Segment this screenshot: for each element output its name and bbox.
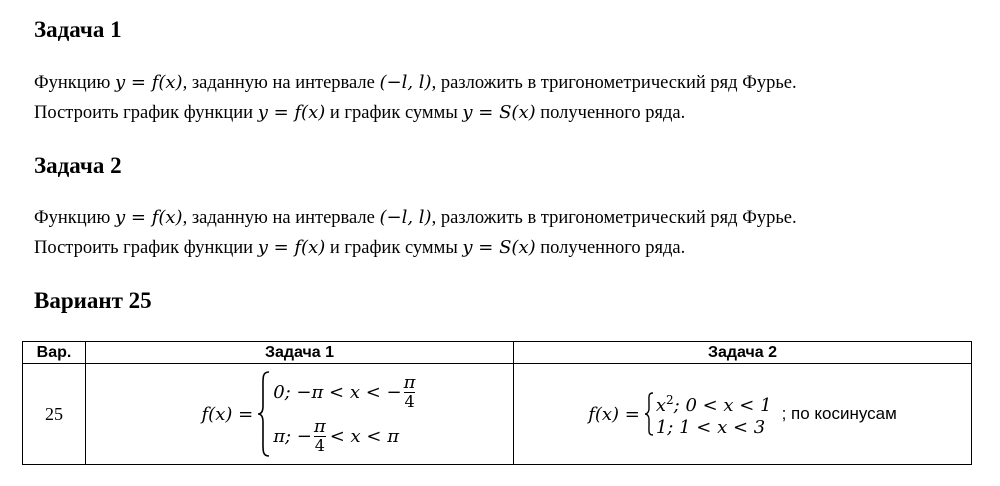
task1-line1-b: y = f(x): [115, 72, 183, 93]
task2-line2-e: полученного ряда.: [540, 238, 686, 258]
task2-line2-a: Построить график функции: [34, 238, 254, 258]
variant-table: [22, 341, 972, 465]
f1-lhs: f(x) =: [201, 403, 254, 425]
task2-line1-b: y = f(x): [115, 207, 183, 228]
task1-line2-c: и график суммы: [329, 103, 458, 123]
task2-formula: [588, 389, 897, 439]
variant-heading: Вариант 25: [34, 288, 152, 313]
task1-line1-d: (−l, l): [379, 72, 432, 93]
task2-line1-d: (−l, l): [379, 207, 432, 228]
left-brace-icon: [257, 370, 271, 458]
f2-case1-base: x: [655, 395, 667, 416]
f2-case1: [656, 389, 772, 417]
f1-case2-den: 4: [314, 435, 325, 455]
task2-line2-b: y = f(x): [257, 237, 326, 258]
f1-case1-prefix: 0; −π < x < −: [273, 381, 402, 403]
task1-line2-e: полученного ряда.: [540, 103, 686, 123]
f2-cases: [656, 389, 772, 439]
task1-line1: [34, 71, 797, 95]
task1-formula-cell: [86, 364, 514, 465]
task2-line2-c: и график суммы: [329, 238, 458, 258]
f1-case1: [273, 370, 417, 414]
table-row: [23, 364, 972, 465]
f2-note: ; по косинусам: [781, 404, 897, 423]
f2-lhs: f(x) =: [588, 403, 640, 425]
header-task1: Задача 1: [86, 342, 514, 364]
f1-case2-frac: [313, 415, 326, 455]
f1-case2-suffix: < x < π: [329, 425, 400, 447]
f1-case1-num: π: [403, 371, 416, 393]
task1-line1-e: , разложить в тригонометрический ряд Фурье.: [431, 73, 797, 93]
task2-formula-cell: [514, 364, 972, 465]
task1-heading: Задача 1: [34, 17, 122, 42]
task1-line2-a: Построить график функции: [34, 103, 254, 123]
task2-line2: [34, 236, 685, 260]
task2-line1-a: Функцию: [34, 208, 111, 228]
task1-line2-d: y = S(x): [462, 102, 536, 123]
f1-case2-num: π: [313, 415, 326, 437]
table-header-row: [23, 342, 972, 364]
f2-case2: 1; 1 < x < 3: [655, 417, 766, 438]
f1-case2-prefix: π; −: [273, 425, 312, 447]
task1-line1-c: , заданную на интервале: [182, 73, 375, 93]
f1-case1-frac: [403, 371, 416, 411]
task2-line1-c: , заданную на интервале: [182, 208, 375, 228]
task1-line1-a: Функцию: [34, 73, 111, 93]
task2-heading: Задача 2: [34, 153, 122, 178]
task2-line2-d: y = S(x): [462, 237, 536, 258]
variant-number-cell: 25: [23, 364, 86, 465]
left-brace-icon: [644, 391, 654, 437]
task2-line1: [34, 206, 797, 230]
task2-line1-e: , разложить в тригонометрический ряд Фурье.: [431, 208, 797, 228]
task1-line2-b: y = f(x): [257, 102, 326, 123]
task1-formula: [202, 370, 418, 458]
f2-case1-exp: 2: [666, 393, 674, 407]
f1-cases: [273, 370, 417, 458]
header-var: Вар.: [23, 342, 86, 364]
f1-case1-den: 4: [404, 391, 415, 411]
task1-line2: [34, 101, 685, 125]
f2-case1-rest: ; 0 < x < 1: [673, 395, 772, 416]
header-task2: Задача 2: [514, 342, 972, 364]
f1-case2: [273, 414, 399, 458]
